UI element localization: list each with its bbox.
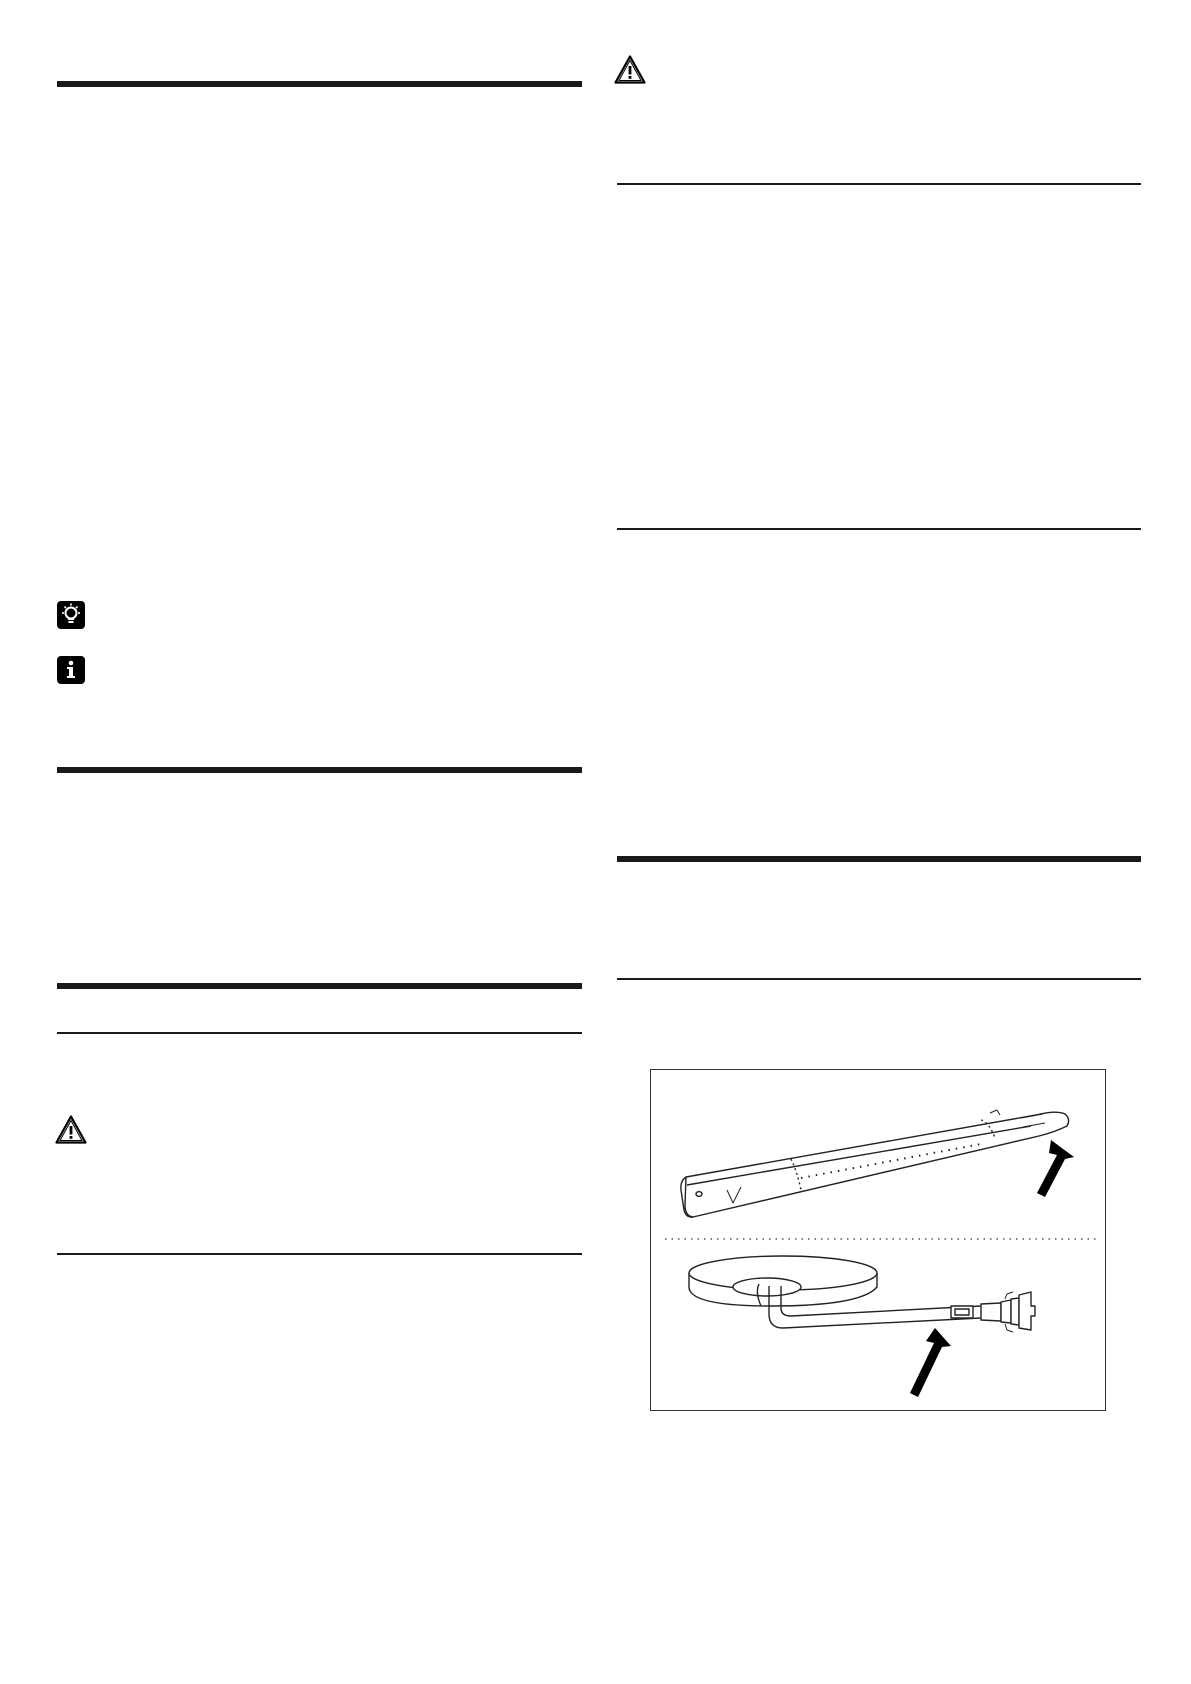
section-rule-right-1 [617,856,1141,862]
subsection-rule-left-1 [57,1032,582,1034]
subsection-rule-right-1 [617,183,1141,185]
subsection-rule-right-2 [617,528,1141,530]
section-rule-left-1 [57,81,582,87]
arrow-icon [910,1328,951,1397]
burner-figure [650,1069,1106,1411]
tube-burner [681,1110,1069,1217]
subsection-rule-right-3 [617,978,1141,980]
warning-triangle-icon [614,55,646,84]
info-icon [57,656,85,684]
lightbulb-icon [57,601,85,629]
section-rule-left-2 [57,767,582,773]
arrow-icon [1037,1140,1074,1197]
subsection-rule-left-2 [57,1253,582,1255]
section-rule-left-3 [57,983,582,989]
round-burner-with-gas-tube [689,1256,1035,1332]
warning-triangle-icon [55,1115,87,1144]
